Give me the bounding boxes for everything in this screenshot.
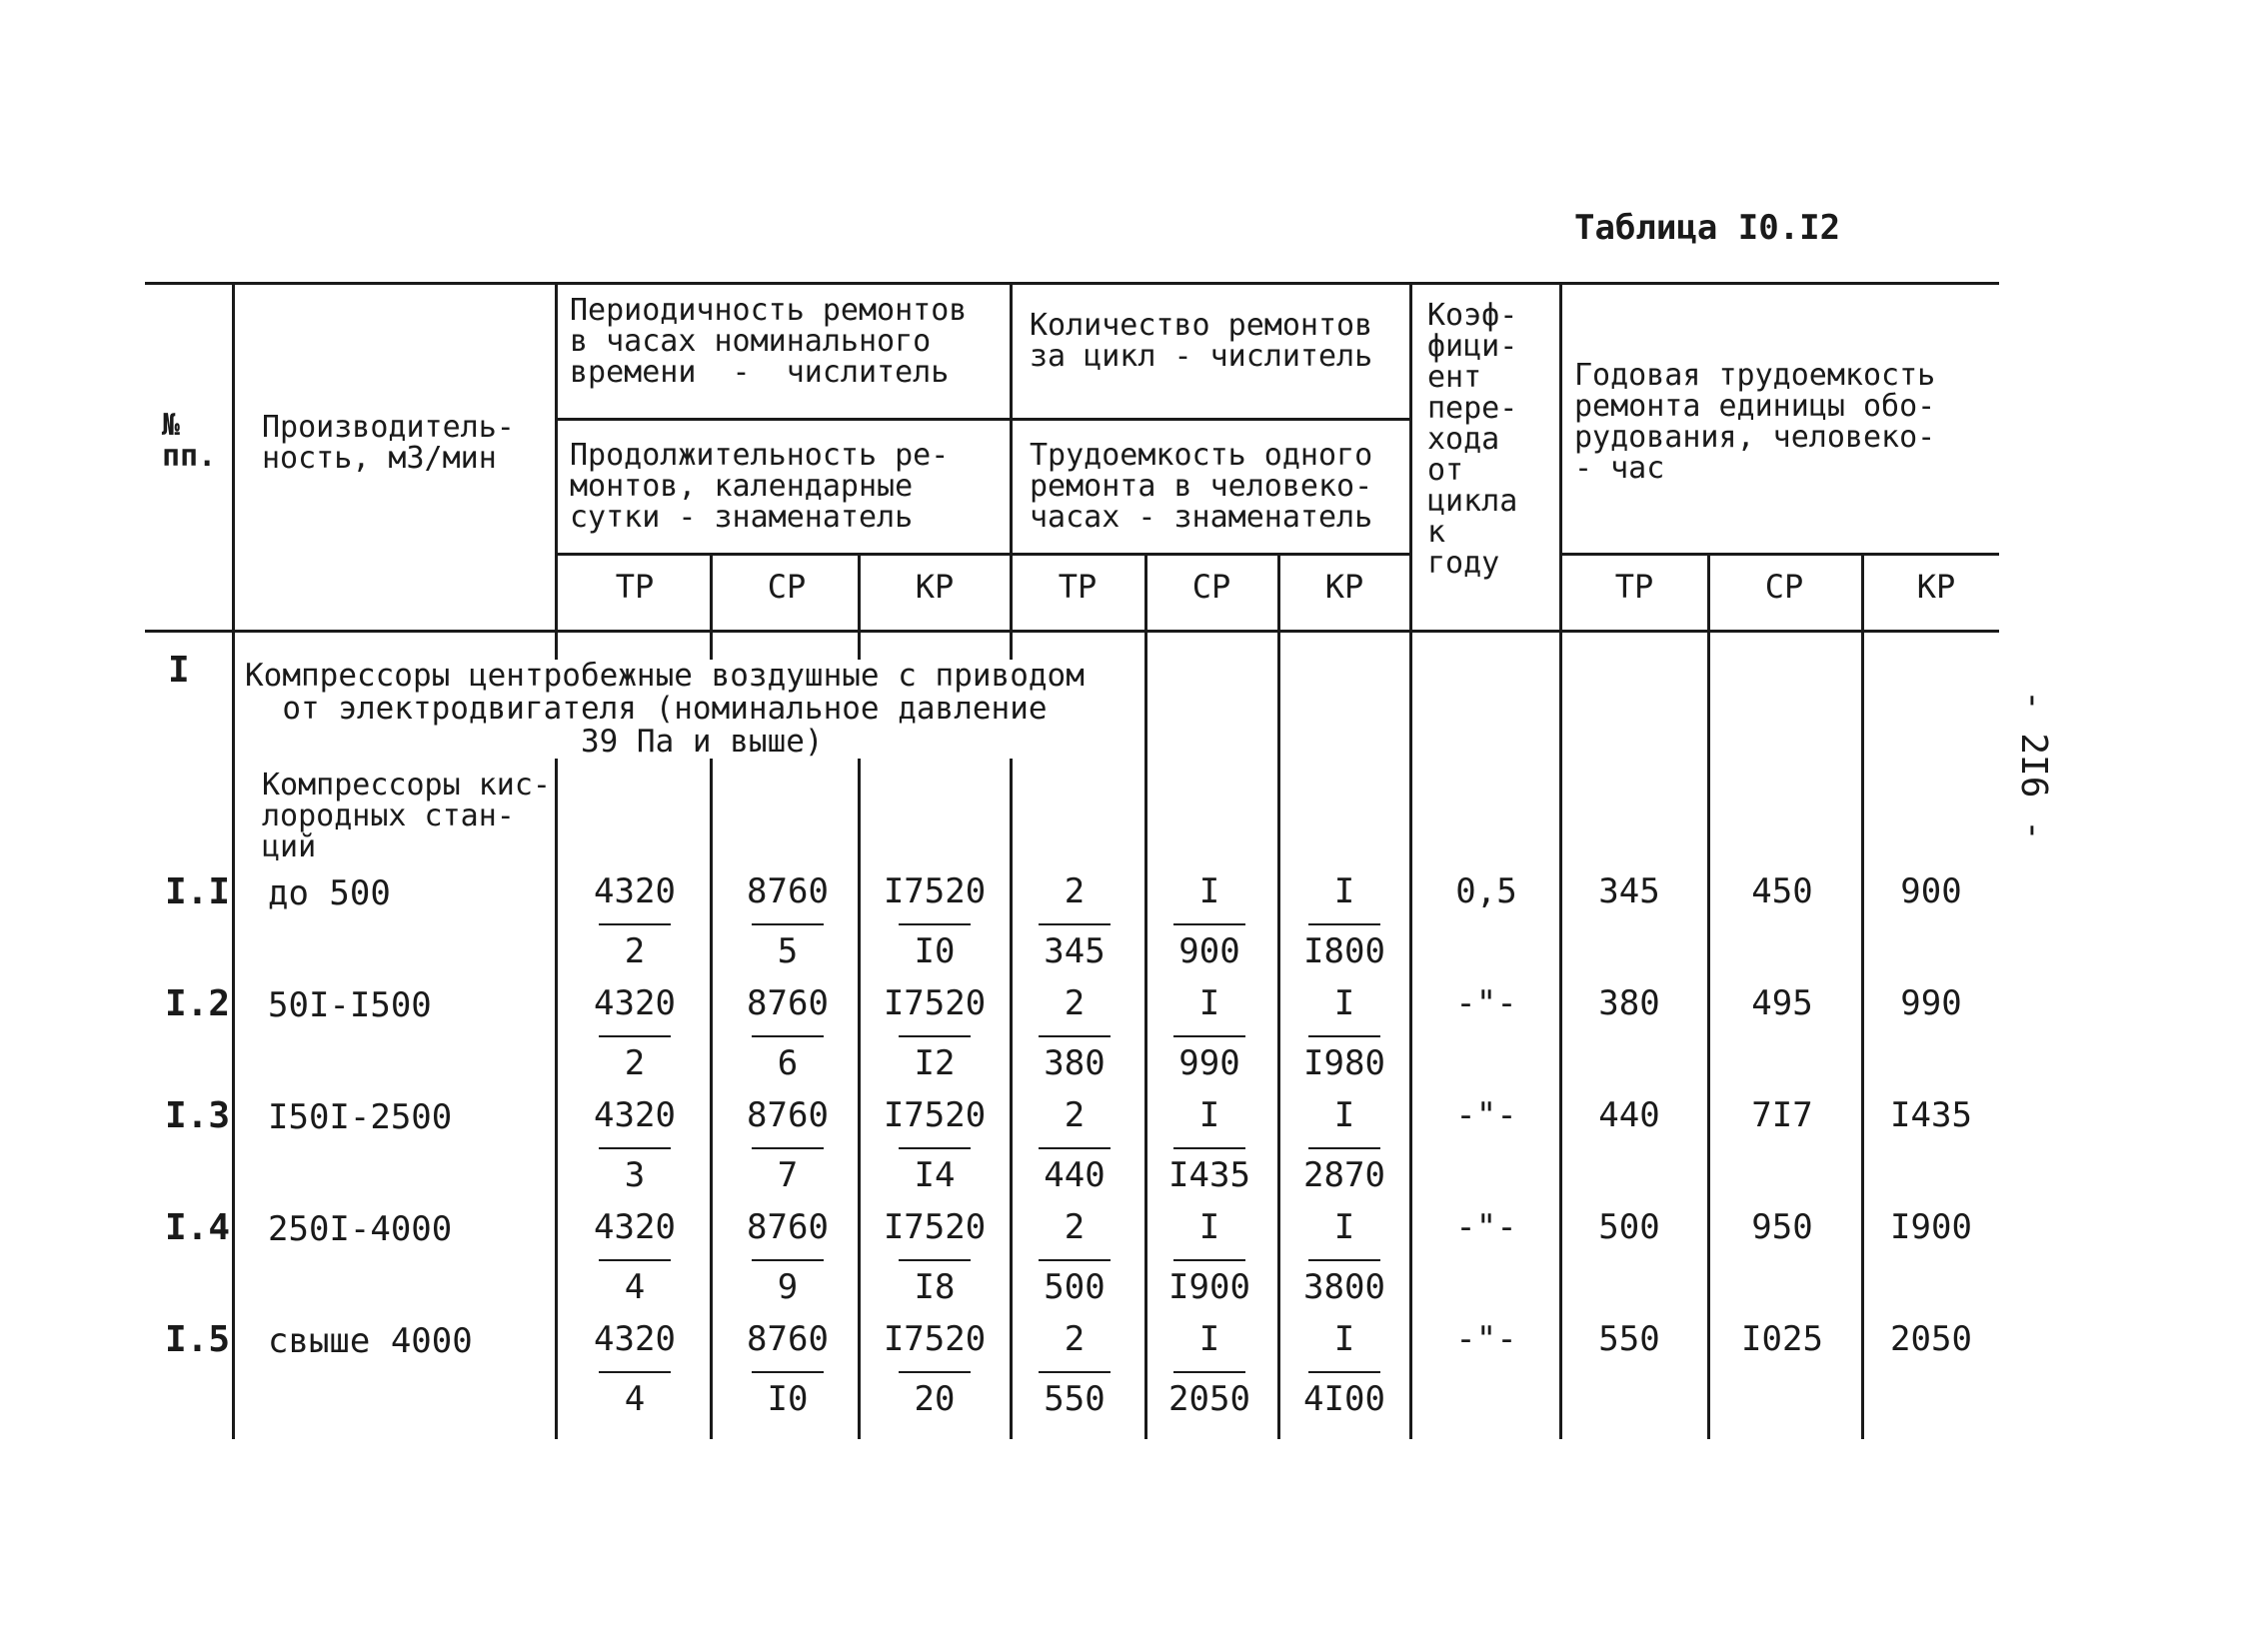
transition-coefficient: -"- — [1455, 983, 1517, 1023]
period-denominator: I0 — [767, 1379, 809, 1419]
header-count-denominator: Трудоемкость одного ремонта в человеко- часах - знаменатель — [1030, 438, 1373, 535]
count-numerator: I — [1333, 1319, 1355, 1359]
annual-labor-value: I900 — [1890, 1207, 1972, 1247]
period-denominator: I0 — [914, 931, 956, 971]
period-denominator: 4 — [624, 1267, 646, 1307]
period-denominator: 9 — [777, 1267, 799, 1307]
count-denominator: 900 — [1178, 931, 1240, 971]
fraction-bar — [899, 1035, 971, 1037]
fraction-bar — [599, 1035, 671, 1037]
period-denominator: 5 — [777, 931, 799, 971]
header-sub-rule-annual — [1559, 553, 1999, 556]
period-numerator: 8760 — [747, 1095, 829, 1135]
header-capacity: Производитель- ность, м3/мин — [262, 410, 515, 476]
transition-coefficient: 0,5 — [1455, 871, 1517, 911]
fraction-bar — [1308, 923, 1380, 925]
count-numerator: 2 — [1064, 1319, 1086, 1359]
fraction-bar — [1173, 1147, 1245, 1149]
count-numerator: I — [1198, 1207, 1220, 1247]
col-rule — [232, 282, 235, 1439]
period-numerator: I7520 — [883, 1319, 987, 1359]
period-denominator: I2 — [914, 1043, 956, 1083]
annual-labor-value: 380 — [1598, 983, 1660, 1023]
fraction-bar — [599, 923, 671, 925]
fraction-bar — [899, 1259, 971, 1261]
header-coefficient: Коэф- фици- ент пере- хода от цикла к году — [1427, 298, 1518, 581]
subheader-period-sr: СР — [767, 568, 807, 606]
annual-labor-value: 345 — [1598, 871, 1660, 911]
period-numerator: 8760 — [747, 871, 829, 911]
annual-labor-value: 950 — [1751, 1207, 1813, 1247]
annual-labor-value: 500 — [1598, 1207, 1660, 1247]
fraction-bar — [1039, 1035, 1111, 1037]
subheader-period-kr: КР — [915, 568, 955, 606]
row-capacity: I50I-2500 — [268, 1097, 453, 1137]
period-numerator: I7520 — [883, 871, 987, 911]
annual-labor-value: 440 — [1598, 1095, 1660, 1135]
annual-labor-value: 990 — [1900, 983, 1962, 1023]
fraction-bar — [599, 1147, 671, 1149]
period-denominator: 2 — [624, 1043, 646, 1083]
period-numerator: I7520 — [883, 983, 987, 1023]
fraction-bar — [1308, 1035, 1380, 1037]
count-numerator: 2 — [1064, 1207, 1086, 1247]
count-numerator: I — [1198, 1095, 1220, 1135]
row-number: I.2 — [165, 983, 231, 1024]
period-numerator: 8760 — [747, 983, 829, 1023]
period-numerator: 8760 — [747, 1319, 829, 1359]
count-numerator: I — [1198, 983, 1220, 1023]
fraction-bar — [899, 1371, 971, 1373]
annual-labor-value: 900 — [1900, 871, 1962, 911]
fraction-bar — [1039, 1371, 1111, 1373]
subgroup-title: Компрессоры кис- лородных стан- ций — [262, 768, 551, 864]
period-numerator: 4320 — [594, 983, 676, 1023]
row-number: I.4 — [165, 1207, 231, 1248]
fraction-bar — [899, 1147, 971, 1149]
row-capacity: 250I-4000 — [268, 1209, 453, 1249]
fraction-bar — [1173, 1259, 1245, 1261]
count-numerator: I — [1198, 1319, 1220, 1359]
count-denominator: 500 — [1044, 1267, 1106, 1307]
header-mid-rule-count — [1010, 418, 1409, 421]
header-count-numerator: Количество ремонтов за цикл - числитель — [1030, 308, 1373, 374]
annual-labor-value: I025 — [1741, 1319, 1823, 1359]
period-numerator: I7520 — [883, 1207, 987, 1247]
header-bottom-rule — [145, 630, 1999, 633]
fraction-bar — [599, 1371, 671, 1373]
fraction-bar — [1308, 1259, 1380, 1261]
section-title: Компрессоры центробежные воздушные с приводом от электродвигателя (номинальное давление 39 Па и выше) — [245, 658, 1085, 760]
header-annual: Годовая трудоемкость ремонта единицы обо- рудования, человеко- - час — [1574, 358, 1936, 486]
fraction-bar — [752, 923, 824, 925]
count-numerator: I — [1333, 1207, 1355, 1247]
count-numerator: 2 — [1064, 871, 1086, 911]
period-denominator: 7 — [777, 1155, 799, 1195]
count-denominator: I980 — [1303, 1043, 1385, 1083]
fraction-bar — [1039, 923, 1111, 925]
count-denominator: 440 — [1044, 1155, 1106, 1195]
col-rule — [1559, 282, 1562, 1439]
fraction-bar — [752, 1371, 824, 1373]
count-denominator: 550 — [1044, 1379, 1106, 1419]
fraction-bar — [752, 1035, 824, 1037]
row-capacity: 50I-I500 — [268, 985, 432, 1025]
fraction-bar — [899, 923, 971, 925]
annual-labor-value: 2050 — [1890, 1319, 1972, 1359]
count-numerator: I — [1198, 871, 1220, 911]
count-denominator: 4I00 — [1303, 1379, 1385, 1419]
col-rule — [1409, 282, 1412, 1439]
period-numerator: 8760 — [747, 1207, 829, 1247]
count-denominator: 380 — [1044, 1043, 1106, 1083]
annual-labor-value: 550 — [1598, 1319, 1660, 1359]
row-number: I.5 — [165, 1319, 231, 1360]
count-denominator: 345 — [1044, 931, 1106, 971]
subheader-annual-kr: КР — [1916, 568, 1956, 606]
subheader-annual-tr: ТР — [1614, 568, 1654, 606]
count-denominator: I800 — [1303, 931, 1385, 971]
row-capacity: свыше 4000 — [268, 1321, 473, 1361]
section-number: I — [168, 650, 190, 691]
fraction-bar — [1308, 1371, 1380, 1373]
fraction-bar — [1039, 1147, 1111, 1149]
period-denominator: 3 — [624, 1155, 646, 1195]
fraction-bar — [1173, 1371, 1245, 1373]
fraction-bar — [599, 1259, 671, 1261]
period-denominator: I4 — [914, 1155, 956, 1195]
count-denominator: I900 — [1168, 1267, 1250, 1307]
count-denominator: I435 — [1168, 1155, 1250, 1195]
header-no: № пп. — [162, 408, 217, 474]
fraction-bar — [1173, 923, 1245, 925]
col-rule — [1707, 553, 1710, 1439]
col-rule — [555, 282, 558, 1439]
row-capacity: до 500 — [268, 873, 391, 913]
annual-labor-value: I435 — [1890, 1095, 1972, 1135]
subheader-count-tr: ТР — [1058, 568, 1098, 606]
header-sub-rule — [555, 553, 1409, 556]
fraction-bar — [752, 1147, 824, 1149]
transition-coefficient: -"- — [1455, 1319, 1517, 1359]
table-top-rule — [145, 282, 1999, 285]
count-numerator: I — [1333, 1095, 1355, 1135]
fraction-bar — [1308, 1147, 1380, 1149]
count-denominator: 2050 — [1168, 1379, 1250, 1419]
col-rule — [1010, 282, 1013, 1439]
period-denominator: 4 — [624, 1379, 646, 1419]
page-number: - 2I6 - — [2013, 690, 2054, 841]
subheader-period-tr: ТР — [615, 568, 655, 606]
annual-labor-value: 450 — [1751, 871, 1813, 911]
annual-labor-value: 495 — [1751, 983, 1813, 1023]
period-numerator: I7520 — [883, 1095, 987, 1135]
row-number: I.I — [165, 871, 231, 912]
header-mid-rule-period — [555, 418, 1010, 421]
transition-coefficient: -"- — [1455, 1095, 1517, 1135]
row-number: I.3 — [165, 1095, 231, 1136]
subheader-count-kr: КР — [1324, 568, 1364, 606]
count-denominator: 990 — [1178, 1043, 1240, 1083]
period-numerator: 4320 — [594, 1207, 676, 1247]
count-numerator: I — [1333, 983, 1355, 1023]
transition-coefficient: -"- — [1455, 1207, 1517, 1247]
period-numerator: 4320 — [594, 1319, 676, 1359]
count-numerator: I — [1333, 871, 1355, 911]
fraction-bar — [752, 1259, 824, 1261]
annual-labor-value: 7I7 — [1751, 1095, 1813, 1135]
subheader-annual-sr: СР — [1764, 568, 1804, 606]
subheader-count-sr: СР — [1191, 568, 1231, 606]
fraction-bar — [1173, 1035, 1245, 1037]
header-period-denominator: Продолжительность ре- монтов, календарные сутки - знаменатель — [570, 438, 950, 535]
count-denominator: 3800 — [1303, 1267, 1385, 1307]
period-denominator: 20 — [914, 1379, 956, 1419]
table-label: Таблица I0.I2 — [1574, 208, 1841, 248]
period-denominator: I8 — [914, 1267, 956, 1307]
period-numerator: 4320 — [594, 1095, 676, 1135]
header-period-numerator: Периодичность ремонтов в часах номинального времени - числитель — [570, 293, 968, 390]
period-denominator: 2 — [624, 931, 646, 971]
period-denominator: 6 — [777, 1043, 799, 1083]
count-numerator: 2 — [1064, 1095, 1086, 1135]
fraction-bar — [1039, 1259, 1111, 1261]
period-numerator: 4320 — [594, 871, 676, 911]
count-denominator: 2870 — [1303, 1155, 1385, 1195]
count-numerator: 2 — [1064, 983, 1086, 1023]
